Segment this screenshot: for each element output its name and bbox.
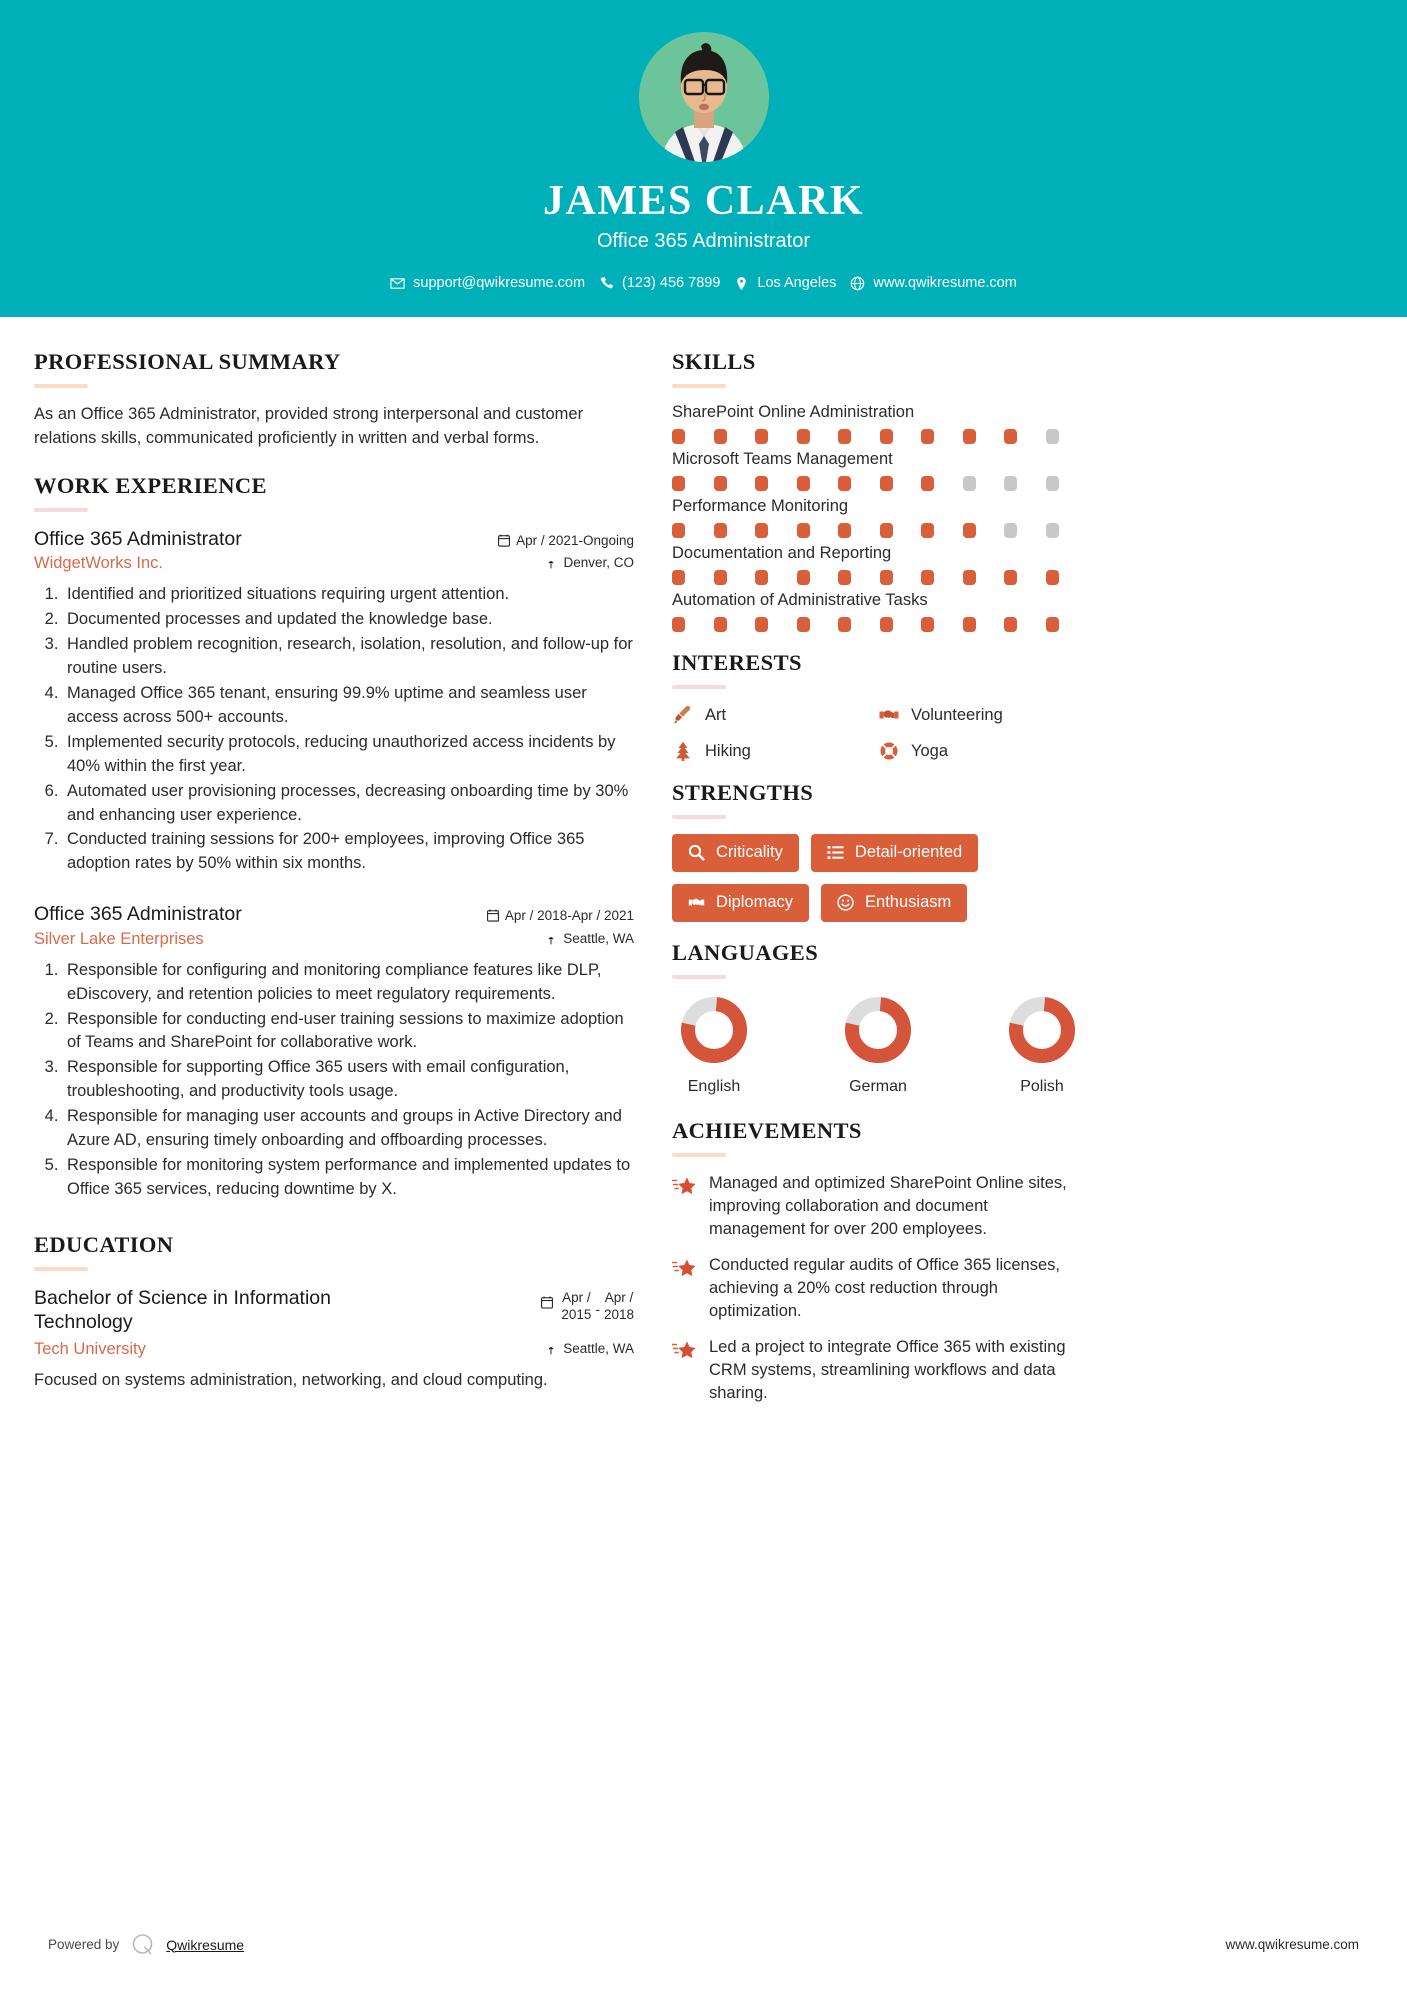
skill-dot-filled (921, 476, 934, 491)
bullet: 2. Documented processes and updated the knowledge base. (63, 608, 634, 632)
skill-dot-filled (1004, 617, 1017, 632)
bullet: 3. Handled problem recognition, research, isolation, resolution, and follow-up for routine users. (63, 633, 634, 681)
skill-dot-filled (838, 523, 851, 538)
section-heading: INTERESTS (672, 650, 802, 675)
language-donut-chart (842, 994, 914, 1066)
page-title: JAMES CLARK (542, 178, 865, 224)
contact-bar (390, 275, 1017, 291)
contact-phone-text: (123) 456 7899 (622, 275, 721, 292)
education-date-end-line2: 2018 (603, 1306, 634, 1322)
skill-dot-empty (1046, 476, 1059, 491)
experience-company: Silver Lake Enterprises (34, 929, 204, 948)
pine-tree-icon (672, 740, 694, 762)
section-skills (672, 349, 1084, 632)
left-column (34, 349, 634, 1418)
skill-dot-filled (755, 523, 768, 538)
avatar (639, 32, 769, 162)
qwikresume-link[interactable]: Qwikresume (166, 1936, 245, 1953)
skill-dot-filled (963, 523, 976, 538)
pin-icon (545, 556, 557, 569)
section-heading: EDUCATION (34, 1231, 174, 1257)
bullet: 7. Conducted training sessions for 200+ employees, improving Office 365 adoption rates by 50% within six months. (63, 828, 634, 876)
experience-dates (498, 527, 634, 548)
section-achievements (672, 1118, 1084, 1406)
language-item (1006, 994, 1078, 1096)
skill-name: Documentation and Reporting (672, 544, 892, 562)
skill-dot-filled (714, 429, 727, 444)
skill-dot-empty (1004, 523, 1017, 538)
map-pin-icon (734, 276, 749, 291)
skill-item (672, 544, 1084, 585)
interest-label: Hiking (705, 741, 751, 760)
skill-dot-filled (714, 476, 727, 491)
experience-location-text: Denver, CO (563, 555, 634, 571)
section-languages (672, 940, 1084, 1096)
pin-icon (545, 1342, 557, 1355)
skill-name: SharePoint Online Administration (672, 403, 915, 421)
contact-phone[interactable] (599, 275, 720, 291)
education-date-start-line2: 2015 (561, 1306, 592, 1322)
education-subheader-row (34, 1337, 634, 1359)
skill-dot-filled (1004, 429, 1017, 444)
skill-dot-filled (672, 523, 685, 538)
bullet: 1. Identified and prioritized situations requiring urgent attention. (63, 583, 634, 607)
section-work-experience (34, 473, 634, 1202)
strength-label: Enthusiasm (865, 892, 952, 911)
skill-dot-filled (714, 570, 727, 585)
strength-label: Diplomacy (716, 892, 794, 911)
phone-icon (599, 276, 614, 291)
lifebuoy-icon (878, 740, 900, 762)
section-heading: STRENGTHS (672, 780, 814, 805)
education-description: Focused on systems administration, networking, and cloud computing. (34, 1370, 548, 1389)
calendar-icon (498, 534, 510, 547)
skill-dot-empty (1046, 523, 1059, 538)
calendar-icon (487, 909, 499, 922)
q-logo-icon (129, 1931, 156, 1958)
skill-item (672, 497, 1084, 538)
language-label: German (849, 1077, 907, 1095)
shooting-star-icon (672, 1174, 697, 1199)
section-heading: LANGUAGES (672, 939, 819, 965)
experience-subheader-row (34, 551, 634, 573)
skill-name: Performance Monitoring (672, 497, 849, 515)
interests-grid (672, 704, 1084, 762)
section-strengths (672, 780, 1084, 922)
skill-rating (672, 476, 1084, 491)
education-degree: Bachelor of Science in Information Technology (34, 1286, 331, 1334)
contact-email-text: support@qwikresume.com (413, 275, 586, 292)
skill-dot-filled (797, 617, 810, 632)
interest-item (878, 704, 1084, 726)
interest-item (672, 740, 878, 762)
strength-label: Detail-oriented (854, 843, 963, 861)
bullet: 3. Responsible for supporting Office 365 users with email configuration, troubleshooting, and productivity tools usage. (63, 1056, 634, 1104)
interest-label: Art (705, 705, 727, 724)
achievement-item (672, 1254, 1084, 1323)
skill-dot-filled (797, 476, 810, 491)
skill-dot-filled (672, 617, 685, 632)
interest-item (672, 704, 878, 726)
profile-photo-illustration (639, 32, 769, 162)
achievement-text: Led a project to integrate Office 365 with existing CRM systems, streamlining workflows and data sharing. (709, 1338, 1066, 1403)
skill-dot-filled (1046, 617, 1059, 632)
skill-dot-filled (1046, 570, 1059, 585)
skill-dot-empty (1004, 476, 1017, 491)
bullet: 1. Responsible for configuring and monitoring compliance features like DLP, eDiscovery, and retention policies to meet regulatory requirements. (63, 959, 634, 1007)
skill-dot-filled (921, 570, 934, 585)
skill-dot-filled (921, 617, 934, 632)
strength-label: Criticality (716, 843, 783, 861)
strength-badge-criticality[interactable] (672, 834, 799, 872)
experience-bullets (34, 583, 634, 876)
pin-icon (545, 932, 557, 945)
language-donut-chart (1006, 994, 1078, 1066)
education-date-start-line1: Apr / (562, 1289, 591, 1305)
skill-dot-filled (755, 570, 768, 585)
job-title: Office 365 Administrator (596, 230, 811, 253)
education-location-text: Seattle, WA (563, 1340, 634, 1356)
list-icon (827, 844, 844, 861)
right-column (672, 349, 1084, 1418)
contact-email[interactable] (390, 275, 585, 291)
language-donut-chart (678, 994, 750, 1066)
skill-dot-filled (880, 570, 893, 585)
education-date-start (561, 1290, 591, 1324)
strengths-list (672, 834, 1084, 922)
skill-dot-filled (838, 617, 851, 632)
skill-dot-filled (921, 523, 934, 538)
experience-item (34, 527, 634, 876)
skill-dot-filled (838, 570, 851, 585)
handshake-icon (688, 894, 705, 911)
experience-role: Office 365 Administrator (34, 903, 242, 926)
language-item (842, 994, 914, 1096)
smiley-icon (837, 894, 854, 911)
section-education (34, 1232, 634, 1393)
resume-body (0, 317, 1407, 1418)
skill-dot-filled (838, 476, 851, 491)
strength-badge-detail-oriented[interactable] (811, 834, 978, 872)
section-rule (672, 975, 726, 979)
shooting-star-icon (672, 1256, 697, 1281)
skill-dot-filled (838, 429, 851, 444)
language-item (678, 994, 750, 1096)
skill-dot-filled (755, 429, 768, 444)
section-heading: WORK EXPERIENCE (34, 472, 267, 498)
achievement-item (672, 1336, 1084, 1405)
skill-dot-filled (714, 617, 727, 632)
contact-location-text: Los Angeles (757, 275, 837, 292)
powered-by-label: Powered by (48, 1937, 120, 1952)
contact-website[interactable] (850, 275, 1016, 291)
section-rule (672, 1153, 726, 1157)
skill-rating (672, 523, 1084, 538)
education-location (545, 1337, 634, 1356)
experience-role: Office 365 Administrator (34, 527, 242, 550)
experience-bullets (34, 959, 634, 1202)
resume-header (0, 0, 1407, 317)
experience-dates (487, 902, 634, 923)
envelope-icon (390, 276, 405, 291)
skill-item (672, 591, 1084, 632)
handshake-icon (878, 704, 900, 726)
section-heading: ACHIEVEMENTS (672, 1117, 862, 1143)
skill-dot-filled (797, 570, 810, 585)
skill-dot-filled (672, 429, 685, 444)
skill-name: Microsoft Teams Management (672, 450, 893, 468)
skill-item (672, 403, 1084, 444)
section-rule (672, 384, 726, 388)
skill-dot-filled (963, 617, 976, 632)
skill-rating (672, 429, 1084, 444)
skill-dot-filled (797, 523, 810, 538)
section-rule (672, 815, 726, 819)
section-rule (34, 508, 88, 512)
contact-location[interactable] (734, 275, 836, 291)
strength-badge-enthusiasm[interactable] (821, 884, 967, 922)
education-header-row (34, 1286, 634, 1335)
language-label: English (687, 1077, 741, 1095)
skill-dot-filled (672, 476, 685, 491)
bullet: 6. Automated user provisioning processes, decreasing onboarding time by 30% and enhancing user experience. (63, 780, 634, 828)
education-date-end-line1: Apr / (604, 1289, 634, 1305)
achievement-item (672, 1172, 1084, 1241)
skill-dot-filled (880, 429, 893, 444)
resume-footer (0, 1931, 1407, 1958)
contact-website-text: www.qwikresume.com (873, 275, 1017, 292)
skill-dot-filled (963, 429, 976, 444)
bullet: 2. Responsible for conducting end-user training sessions to maximize adoption of Teams and SharePoint for collaborative work. (63, 1008, 634, 1056)
section-interests (672, 650, 1084, 762)
section-heading: SKILLS (672, 349, 756, 374)
paintbrush-icon (672, 704, 694, 726)
education-date-end (604, 1290, 634, 1324)
experience-item (34, 902, 634, 1202)
strength-badge-diplomacy[interactable] (672, 884, 809, 922)
skill-dot-filled (921, 429, 934, 444)
bullet: 5. Responsible for monitoring system performance and implemented updates to Office 365 services, reducing downtime by X. (63, 1154, 634, 1202)
globe-icon (850, 276, 865, 291)
education-date-separator: - (595, 1301, 600, 1317)
interest-label: Yoga (911, 741, 949, 760)
experience-header-row (34, 902, 634, 926)
section-rule (672, 685, 726, 689)
skill-dot-filled (714, 523, 727, 538)
skill-rating (672, 617, 1084, 632)
skill-dot-filled (755, 476, 768, 491)
languages-list (672, 994, 1084, 1096)
section-rule (34, 384, 88, 388)
skill-item (672, 450, 1084, 491)
language-label: Polish (1020, 1077, 1064, 1095)
skill-dot-filled (755, 617, 768, 632)
skill-name: Automation of Administrative Tasks (672, 591, 928, 609)
skill-dot-filled (1004, 570, 1017, 585)
section-heading: PROFESSIONAL SUMMARY (34, 349, 341, 374)
section-professional-summary (34, 349, 634, 451)
experience-company: WidgetWorks Inc. (34, 554, 163, 573)
experience-subheader-row (34, 927, 634, 949)
education-dates (541, 1286, 634, 1324)
bullet: 4. Managed Office 365 tenant, ensuring 99.9% uptime and seamless user access across 500+ accounts. (63, 682, 634, 730)
experience-location-text: Seattle, WA (563, 930, 634, 946)
achievement-text: Managed and optimized SharePoint Online sites, improving collaboration and document management for over 200 employees. (709, 1173, 1067, 1238)
experience-location (545, 927, 634, 946)
bullet: 4. Responsible for managing user accounts and groups in Active Directory and Azure AD, ensuring timely onboarding and offboarding processes. (63, 1105, 634, 1153)
footer-url: www.qwikresume.com (1225, 1937, 1359, 1952)
shooting-star-icon (672, 1338, 697, 1363)
skill-dot-filled (880, 617, 893, 632)
experience-location (545, 551, 634, 570)
skill-dot-filled (797, 429, 810, 444)
education-school: Tech University (34, 1339, 146, 1358)
achievement-text: Conducted regular audits of Office 365 licenses, achieving a 20% cost reduction through optimization. (709, 1255, 1060, 1321)
experience-dates-text: Apr / 2018-Apr / 2021 (504, 908, 634, 924)
skill-dot-empty (963, 476, 976, 491)
skill-dot-empty (1046, 429, 1059, 444)
calendar-icon (541, 1296, 553, 1309)
experience-dates-text: Apr / 2021-Ongoing (516, 532, 634, 548)
skill-dot-filled (672, 570, 685, 585)
magnifier-icon (688, 844, 705, 861)
experience-header-row (34, 527, 634, 551)
bullet: 5. Implemented security protocols, reducing unauthorized access incidents by 40% within the first year. (63, 731, 634, 779)
skill-rating (672, 570, 1084, 585)
section-rule (34, 1267, 88, 1271)
skill-dot-filled (880, 523, 893, 538)
powered-by-block (48, 1931, 244, 1958)
skill-dot-filled (963, 570, 976, 585)
skill-dot-filled (880, 476, 893, 491)
interest-item (878, 740, 1084, 762)
summary-text: As an Office 365 Administrator, provided strong interpersonal and customer relations skills, communicated proficiently in written and verbal forms. (34, 405, 584, 447)
interest-label: Volunteering (911, 705, 1003, 724)
